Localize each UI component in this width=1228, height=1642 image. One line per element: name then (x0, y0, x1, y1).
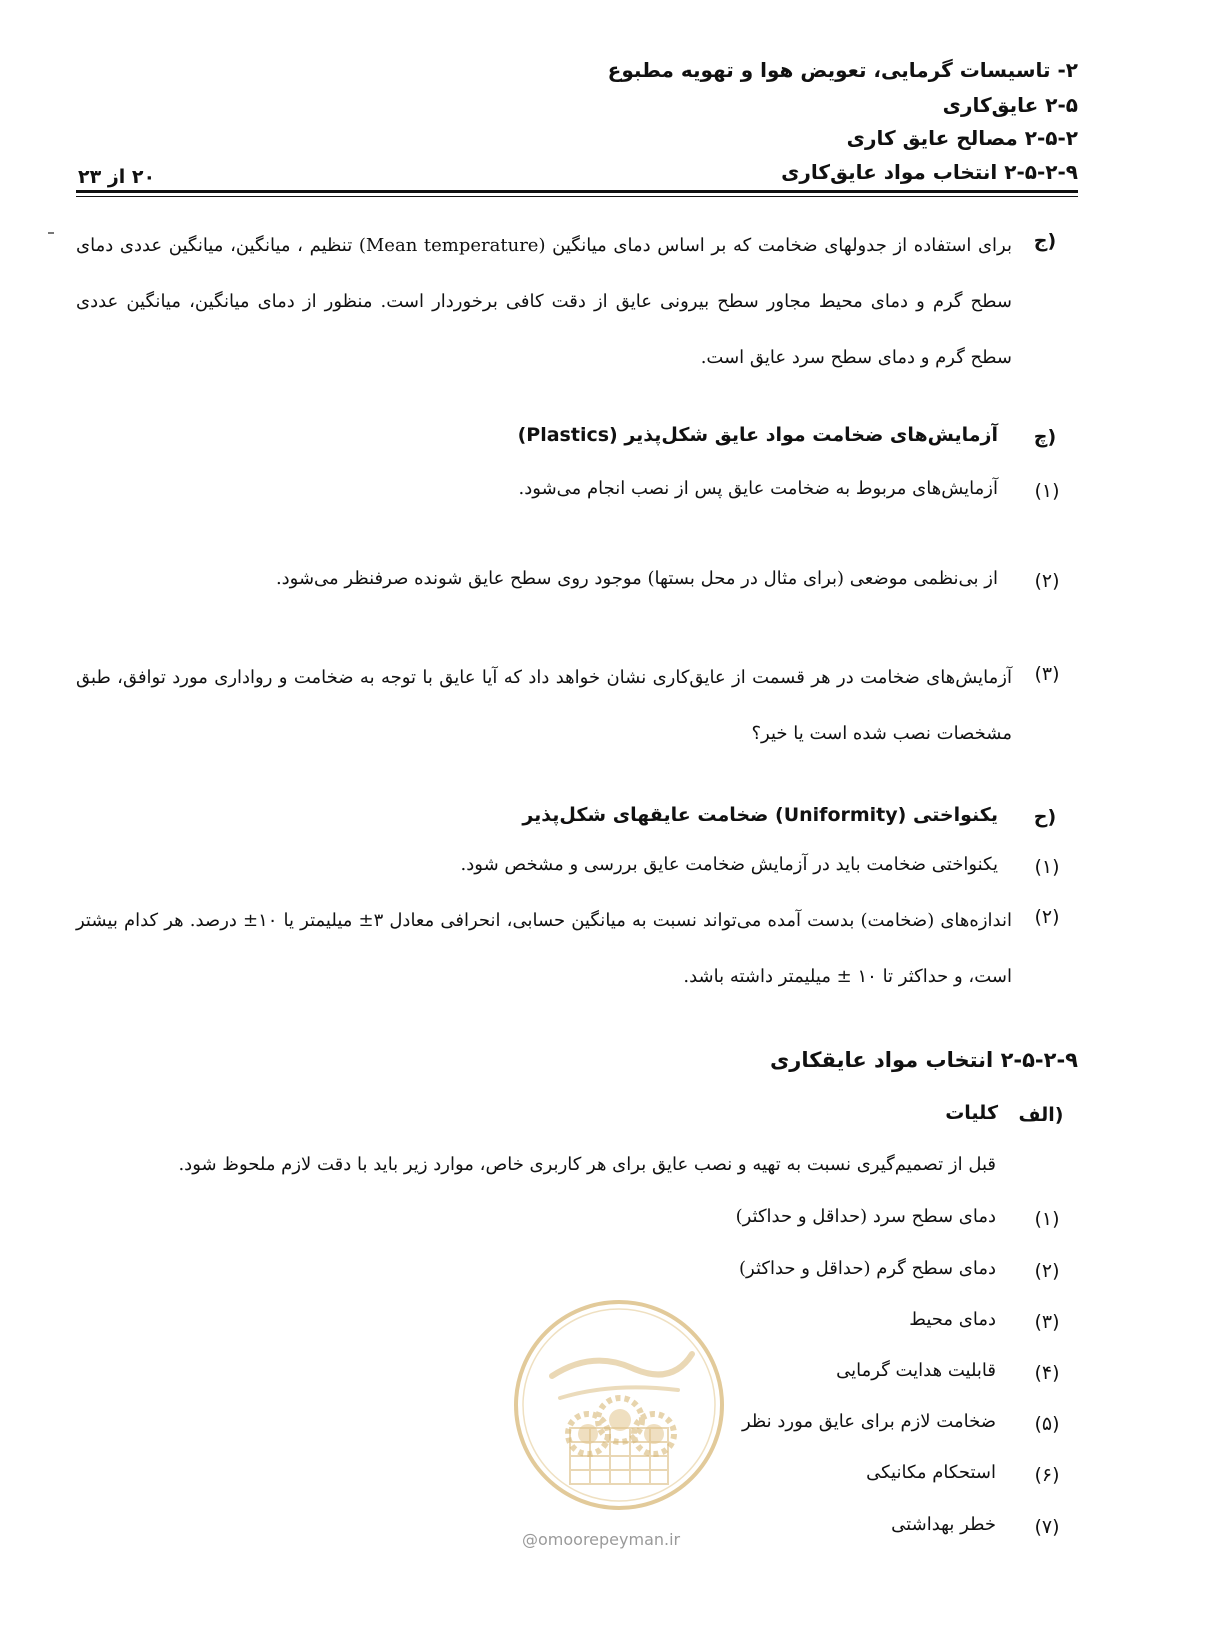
header-topic: ۲-۵-۲-۹ انتخاب مواد عایق‌کاری (781, 160, 1078, 184)
header-rule-thin (76, 196, 1078, 197)
s9-item-6-text: استحکام مکانیکی (866, 1462, 996, 1483)
section-he-title: یکنواختی (Uniformity) ضخامت عایقهای شکل‌پذیر (522, 804, 998, 826)
para-j-marker: ج) (1033, 230, 1057, 252)
s9-item-1-marker: (۱) (1034, 1208, 1060, 1230)
header-subsection: ۲-۵-۲ مصالح عایق کاری (846, 126, 1078, 150)
s9-item-2-text: دمای سطح گرم (حداقل و حداکثر) (738, 1258, 996, 1279)
che-item-1-text: آزمایش‌های مربوط به ضخامت عایق پس از نصب انجام می‌شود. (518, 478, 998, 499)
s9-item-4-marker: (۴) (1034, 1362, 1060, 1384)
s9-item-2-marker: (۲) (1034, 1260, 1060, 1282)
he-item-2-marker: (۲) (1034, 906, 1060, 928)
section-he-marker: ح) (1033, 806, 1057, 828)
section-che-title: آزمایش‌های ضخامت مواد عایق شکل‌پذیر (Plastics) (517, 424, 998, 446)
s9-item-7-marker: (۷) (1034, 1516, 1060, 1538)
section-9-intro: قبل از تصمیم‌گیری نسبت به تهیه و نصب عایق برای هر کاربری خاص، موارد زیر باید با دقت لازم ملحوظ شود. (178, 1154, 996, 1175)
he-item-1-text: یکنواختی ضخامت باید در آزمایش ضخامت عایق بررسی و مشخص شود. (460, 854, 998, 875)
s9-item-5-marker: (۵) (1034, 1413, 1060, 1435)
he-item-2-text: اندازه‌های (ضخامت) بدست آمده می‌تواند نسبت به میانگین حسابی، انحرافی معادل ۳± میلیمتر یا ۱۰± درصد. هر کدام بیشتر است، و حداکثر تا ۱۰ ± میلیمتر داشته باشد. (76, 910, 1012, 987)
che-item-1-marker: (۱) (1034, 480, 1060, 502)
s9-item-3-marker: (۳) (1034, 1311, 1060, 1333)
para-j-text: برای استفاده از جدولهای ضخامت که بر اساس دمای میانگین (Mean temperature) تنظیم ، میانگین، میانگین عددی دمای سطح گرم و دمای محیط مجاور سطح بیرونی عایق از دقت کافی برخوردار است. منظور از دمای میانگین، میانگین عددی سطح گرم و دمای سطح سرد عایق است. (76, 235, 1012, 368)
s9-item-1-text: دمای سطح سرد (حداقل و حداکثر) (735, 1206, 996, 1227)
s9-item-6-marker: (۶) (1034, 1464, 1060, 1486)
che-item-2-text: از بی‌نظمی موضعی (برای مثال در محل بستها) موجود روی سطح عایق شونده صرفنظر می‌شود. (275, 568, 998, 589)
che-item-2-marker: (۲) (1034, 570, 1060, 592)
che-item-3-text: آزمایش‌های ضخامت در هر قسمت از عایق‌کاری نشان خواهد داد که آیا عایق با توجه به ضخامت و رواداری مورد توافق، طبق مشخصات نصب شده است یا خیر؟ (76, 667, 1012, 744)
page-number: ۲۰ از ۲۳ (78, 166, 156, 188)
che-item-3-marker: (۳) (1034, 663, 1060, 685)
s9-item-3-text: دمای محیط (909, 1309, 996, 1330)
s9-item-7-text: خطر بهداشتی (891, 1514, 996, 1535)
s9-item-5-text: ضخامت لازم برای عایق مورد نظر (741, 1411, 996, 1432)
section-9-sub-marker: الف) (1018, 1104, 1064, 1126)
header-rule-thick (76, 190, 1078, 193)
watermark-url: @omoorepeyman.ir (522, 1530, 681, 1549)
s9-item-4-text: قابلیت هدایت گرمایی (836, 1360, 996, 1381)
section-9-sub-title: کلیات (945, 1102, 998, 1124)
header-section: ۲-۵ عایق‌کاری (942, 93, 1078, 117)
section-9-title: ۲-۵-۲-۹ انتخاب مواد عایقکاری (770, 1048, 1078, 1072)
scan-mark (48, 232, 54, 234)
he-item-1-marker: (۱) (1034, 856, 1060, 878)
header-chapter: ۲- تاسیسات گرمایی، تعویض هوا و تهویه مطبوع (607, 58, 1078, 82)
section-che-marker: چ) (1033, 426, 1057, 448)
watermark-logo-icon (512, 1298, 726, 1512)
